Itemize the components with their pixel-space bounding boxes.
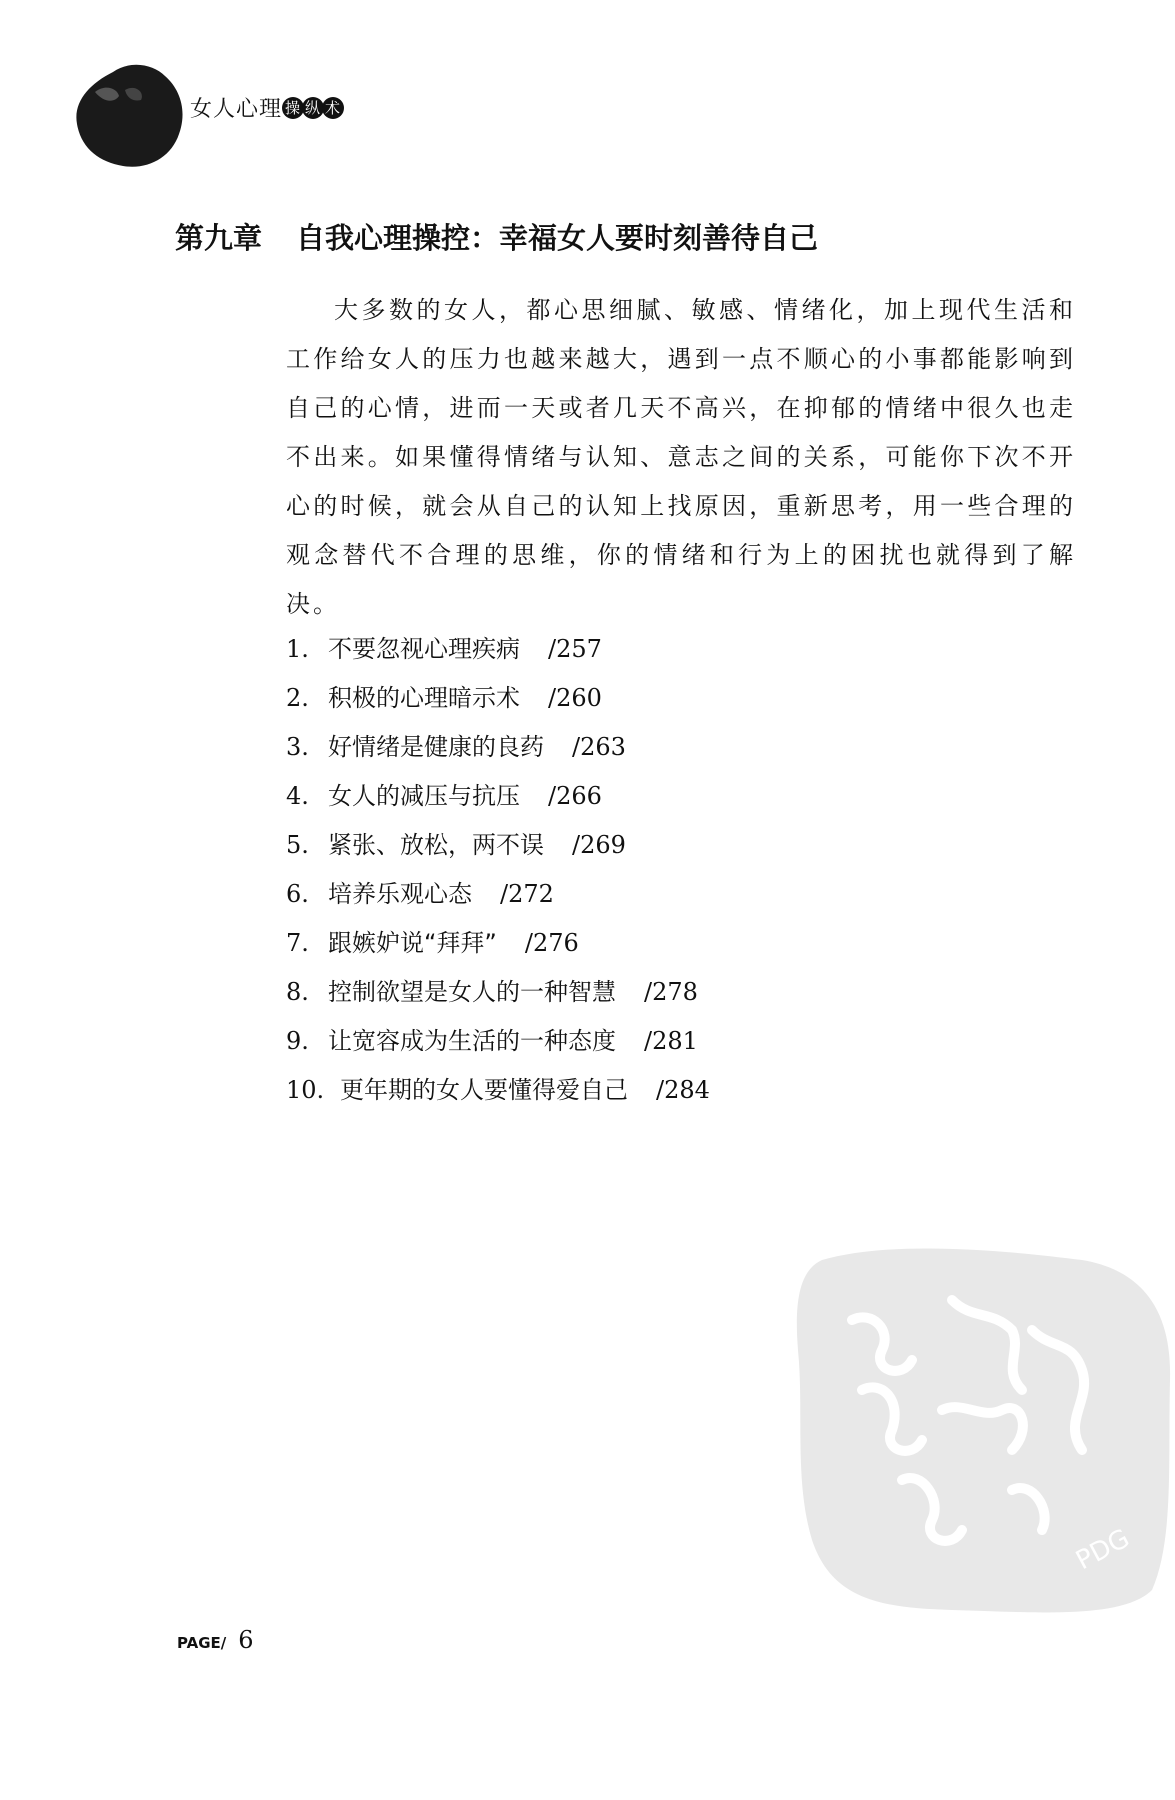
- toc-item[interactable]: [286, 723, 710, 772]
- toc-number: 5.: [286, 831, 309, 859]
- toc-item[interactable]: [286, 772, 710, 821]
- toc-title: 女人的减压与抗压: [328, 782, 520, 810]
- chapter-heading: [175, 216, 818, 257]
- toc-title: 紧张、放松，两不误: [328, 831, 544, 859]
- running-header: [190, 92, 344, 123]
- toc-number: 8.: [286, 978, 309, 1006]
- table-of-contents: [286, 625, 710, 1115]
- watermark-text: PDG: [1071, 1523, 1135, 1577]
- toc-item[interactable]: [286, 968, 710, 1017]
- toc-title: 不要忽视心理疾病: [328, 635, 520, 663]
- toc-number: 2.: [286, 684, 309, 712]
- circled-char: 术: [322, 97, 344, 119]
- toc-page: /278: [644, 978, 698, 1006]
- toc-page: /276: [524, 929, 579, 957]
- toc-item[interactable]: [286, 674, 710, 723]
- toc-item[interactable]: [286, 870, 710, 919]
- toc-item[interactable]: [286, 625, 710, 674]
- toc-number: 7.: [286, 929, 309, 957]
- toc-title: 跟嫉妒说“拜拜”: [328, 929, 497, 957]
- book-title: 女人心理: [190, 97, 283, 122]
- toc-number: 10.: [286, 1076, 325, 1104]
- toc-number: 6.: [286, 880, 309, 908]
- toc-title: 培养乐观心态: [328, 880, 472, 908]
- ink-blot-decoration: [75, 62, 187, 172]
- toc-page: /260: [548, 684, 602, 712]
- toc-title: 好情绪是健康的良药: [328, 733, 544, 761]
- book-title-circled: [284, 97, 344, 119]
- toc-page: /284: [656, 1076, 710, 1104]
- toc-page: /266: [548, 782, 602, 810]
- page-number: 6: [238, 1626, 254, 1654]
- toc-item[interactable]: [286, 1017, 710, 1066]
- toc-number: 3.: [286, 733, 309, 761]
- toc-title: 让宽容成为生活的一种态度: [328, 1027, 616, 1055]
- toc-title: 积极的心理暗示术: [328, 684, 520, 712]
- toc-page: /281: [644, 1027, 698, 1055]
- toc-item[interactable]: [286, 821, 710, 870]
- toc-number: 1.: [286, 635, 309, 663]
- chapter-number: 第九章: [175, 221, 263, 255]
- toc-number: 4.: [286, 782, 309, 810]
- toc-title: 更年期的女人要懂得爱自己: [340, 1076, 628, 1104]
- toc-page: /269: [572, 831, 626, 859]
- intro-paragraph: 大多数的女人，都心思细腻、敏感、情绪化，加上现代生活和工作给女人的压力也越来越大，遇到一点不顺心的小事都能影响到自己的心情，进而一天或者几天不高兴，在抑郁的情绪中很久也走不出来。如果懂得情绪与认知、意志之间的关系，可能你下次不开心的时候，就会从自己的认知上找原因，重新思考，用一些合理的观念替代不合理的思维，你的情绪和行为上的困扰也就得到了解决。: [286, 296, 1076, 618]
- toc-page: /263: [572, 733, 626, 761]
- page-label: PAGE/: [177, 1634, 227, 1652]
- chapter-intro: [286, 286, 1076, 629]
- toc-number: 9.: [286, 1027, 309, 1055]
- toc-page: /257: [548, 635, 602, 663]
- circled-char: 操: [282, 97, 304, 119]
- toc-item[interactable]: [286, 919, 710, 968]
- toc-item[interactable]: [286, 1066, 710, 1115]
- page-footer: [177, 1626, 254, 1654]
- toc-title: 控制欲望是女人的一种智慧: [328, 978, 616, 1006]
- seal-watermark: [782, 1240, 1175, 1620]
- toc-page: /272: [500, 880, 554, 908]
- circled-char: 纵: [302, 97, 324, 119]
- chapter-title: 自我心理操控：幸福女人要时刻善待自己: [296, 221, 819, 255]
